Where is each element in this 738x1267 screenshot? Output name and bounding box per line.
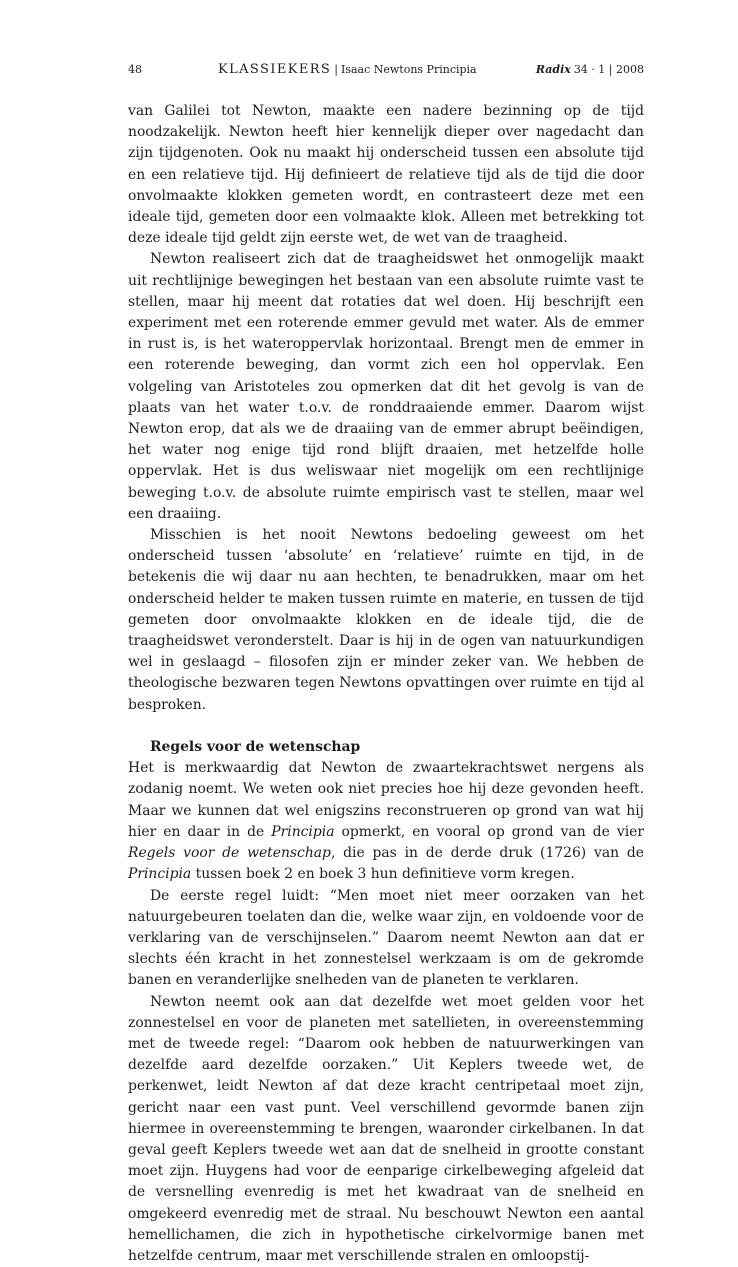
article-title: Isaac Newtons Principia — [340, 63, 477, 76]
text-run: Het is merkwaardig dat Newton de zwaartekrachtswet nergens als zodanig noemt. We weten ook niet precies hoe hij deze gevonden heeft. Maar we kunnen dat wel enigszins reconstrueren op grond van wat hij hier en daar in de — [128, 760, 644, 840]
paragraph-3: Misschien is het nooit Newtons bedoeling geweest om het onderscheid tussen ‘absolute’ en ‘relatieve’ ruimte en tijd, in de betekenis die wij daar nu aan hechten, te benadrukken, maar om het onderscheid helder te maken tussen ruimte en materie, en tussen de tijd gemeten door onvolmaakte klokken en de ideale tijd, die de traagheidswet veronderstelt. Daar is hij in de ogen van natuurkundigen wel in geslaagd – filosofen zijn er minder zeker van. We hebben de theologische bezwaren tegen Newtons opvattingen over ruimte en tijd al besproken. — [128, 527, 644, 713]
text-run: , die pas in de derde druk (1726) van de — [330, 845, 644, 862]
section-heading: Regels voor de wetenschap — [150, 739, 361, 756]
section-paragraph-1 — [128, 758, 644, 885]
page-number: 48 — [128, 63, 142, 76]
journal-issue: 34 · 1 | 2008 — [573, 63, 644, 76]
running-title — [218, 60, 477, 80]
paragraph-1: van Galilei tot Newton, maakte een nadere bezinning op de tijd noodzakelijk. Newton heeft hier kennelijk dieper over nagedacht dan zijn tijdgenoten. Ook nu maakt hij onderscheid tussen een absolute tijd en een relatieve tijd. Hij definieert de relatieve tijd als de tijd die door onvolmaakte klokken gemeten wordt, en contrasteert deze met een ideale tijd, gemeten door een volmaakte klok. Alleen met betrekking tot deze ideale tijd geldt zijn eerste wet, de wet van de traagheid. — [128, 103, 644, 247]
text-run: tussen boek 2 en boek 3 hun definitieve vorm kregen. — [191, 866, 575, 883]
section-paragraph-3: Newton neemt ook aan dat dezelfde wet moet gelden voor het zonnestelsel en voor de planeten met satellieten, in overeenstemming met de tweede regel: “Daarom ook hebben de natuurwerkingen van dezelfde aard dezelfde oorzaken.” Uit Keplers tweede wet, de perkenwet, leidt Newton af dat deze kracht centripetaal moet zijn, gericht naar een vast punt. Veel verschillend gevormde banen zijn hiermee in overeenstemming te brengen, waaronder cirkelbanen. In dat geval geeft Keplers tweede wet aan dat de snelheid in grootte constant moet zijn. Huygens had voor de eenparige cirkelbeweging afgeleid dat de versnelling evenredig is met het kwadraat van de snelheid en omgekeerd evenredig met de straal. Nu beschouwt Newton een aantal hemellichamen, die zich in hypothetische cirkelvormige banen met hetzelfde centrum, maar met verschillende stralen en omloopstij- — [128, 993, 644, 1264]
section-paragraph-2: De eerste regel luidt: “Men moet niet meer oorzaken van het natuurgebeuren toelaten dan die, welke waar zijn, en voldoende voor de verklaring van de verschijnselen.” Daarom neemt Newton aan dat er slechts één kracht in het zonnestelsel werkzaam is om de gekromde banen en veranderlijke snelheden van de planeten te verklaren. — [128, 887, 644, 989]
text-run: opmerkt, en vooral op grond van de vier — [334, 823, 644, 840]
journal-info — [536, 60, 644, 80]
journal-name: Radix — [535, 63, 571, 76]
italic-title: Principia — [128, 866, 192, 883]
paragraph-2: Newton realiseert zich dat de traagheidswet het onmogelijk maakt uit rechtlijnige bewegingen het bestaan van een absolute ruimte vast te stellen, maar hij meent dat rotaties dat wel doen. Hij beschrijft een experiment met een roterende emmer gevuld met water. Als de emmer in rust is, is het wateroppervlak horizontaal. Brengt men de emmer in een roterende beweging, dan vormt zich een hol oppervlak. Een volgeling van Aristoteles zou opmerken dat dit het gevolg is van de plaats van het water t.o.v. de ronddraaiende emmer. Daarom wijst Newton erop, dat als we de draaiing van de emmer abrupt beëindigen, het water nog enige tijd rond blijft draaien, met hetzelfde holle oppervlak. Het is dus weliswaar niet mogelijk om een rechtlijnige beweging t.o.v. de absolute ruimte empirisch vast te stellen, maar wel een draaiing. — [128, 251, 644, 522]
section-name: KLASSIEKERS — [218, 62, 332, 77]
article-body — [128, 101, 644, 1267]
italic-title: Principia — [271, 823, 335, 840]
title-separator: | — [334, 63, 338, 76]
running-header — [128, 60, 644, 80]
italic-title: Regels voor de wetenschap — [128, 845, 331, 862]
